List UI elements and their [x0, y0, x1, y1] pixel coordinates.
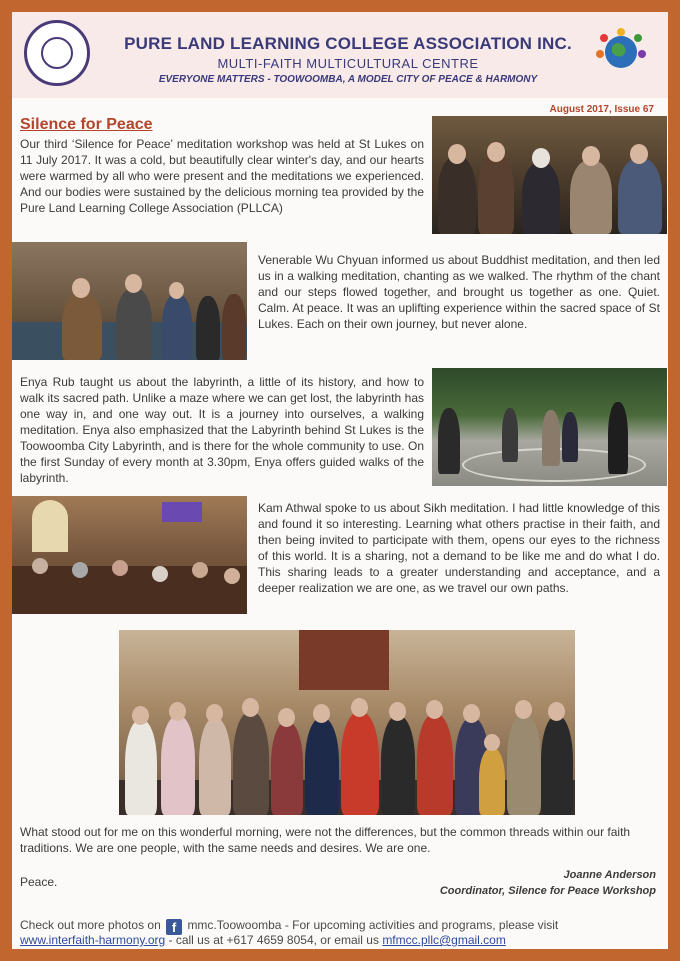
- paragraph-3: Enya Rub taught us about the labyrinth, a little of its history, and how to walk its sacred path. Unlike a maze where we can get lost, the labyrinth has one way in, and one way out. It is a journey into ourselves, a walking meditation. Enya also emphasized that the Labyrinth behind St Lukes is the Toowoomba City Labyrinth, and is there for the whole community to use. On the first Sunday of every month at 3.30pm, Enya offers guided walks of the labyrinth.: [20, 375, 424, 485]
- photo-labyrinth: [432, 368, 667, 486]
- closing-paragraph: What stood out for me on this wonderful morning, were not the differences, but the common threads within our faith traditions. We are one people, with the same needs and desires. We are one.: [20, 825, 631, 855]
- photo-church-audience: [12, 496, 247, 614]
- pllca-logo: [24, 20, 90, 86]
- issue-label: August 2017, Issue 67: [549, 104, 654, 115]
- photo-seated-group: [432, 116, 667, 234]
- newsletter-page: [12, 12, 668, 949]
- facebook-handle[interactable]: mmc.Toowoomba: [187, 918, 282, 932]
- photo-group: [119, 630, 575, 815]
- paragraph-1: Our third ‘Silence for Peace’ meditation workshop was held at St Lukes on 11 July 2017. It was a cold, but beautifully clear winter's day, and our hearts were warmed by all who were present and the meditations we experienced. And our bodies were sustained by the delicious morning tea provided by the Pure Land Learning College Association (PLLCA): [20, 137, 424, 215]
- org-tagline: EVERYONE MATTERS - TOOWOOMBA, A MODEL CITY OF PEACE & HARMONY: [158, 74, 538, 85]
- peace-signoff: Peace.: [20, 875, 58, 889]
- header-banner: [12, 12, 668, 98]
- org-subtitle: MULTI-FAITH MULTICULTURAL CENTRE: [217, 56, 479, 71]
- org-name: PURE LAND LEARNING COLLEGE ASSOCIATION INC.: [124, 34, 572, 53]
- footer-text-activities: - For upcoming activities and programs, please visit: [284, 918, 559, 932]
- article-title: Silence for Peace: [20, 116, 153, 133]
- author-name: Joanne Anderson: [563, 869, 656, 881]
- email-link[interactable]: mfmcc.pllc@gmail.com: [382, 933, 506, 947]
- website-link[interactable]: www.interfaith-harmony.org: [20, 933, 166, 947]
- photo-walking-meditation: [12, 242, 247, 360]
- footer-text-contact: - call us at +617 4659 8054, or email us: [168, 933, 383, 947]
- paragraph-2: Venerable Wu Chyuan informed us about Buddhist meditation, and then led us in a walking meditation, chanting as we walked. The rhythm of the chant and our steps flowed together, and brought us together as one. Quiet. Calm. At peace. It was an uplifting experience within the sacred space of St Lukes. Each on their own journey, but never alone.: [258, 253, 660, 331]
- footer-line-2: [20, 933, 506, 947]
- author-role: Coordinator, Silence for Peace Workshop: [439, 885, 656, 897]
- paragraph-4: Kam Athwal spoke to us about Sikh meditation. I had little knowledge of this and found it so interesting. Learning what others practise in their faith, and then being invited to participate with them, opens our eyes to the richness of this world. It is a sharing, not a demand to be like me and do what I do. This sharing leads to a greater understanding and acceptance, and a deeper realization we are one, as we travel our own paths.: [258, 501, 660, 595]
- facebook-icon[interactable]: f: [166, 919, 182, 935]
- one-humanity-logo: [590, 24, 652, 86]
- footer-text-photos: Check out more photos on: [20, 918, 161, 932]
